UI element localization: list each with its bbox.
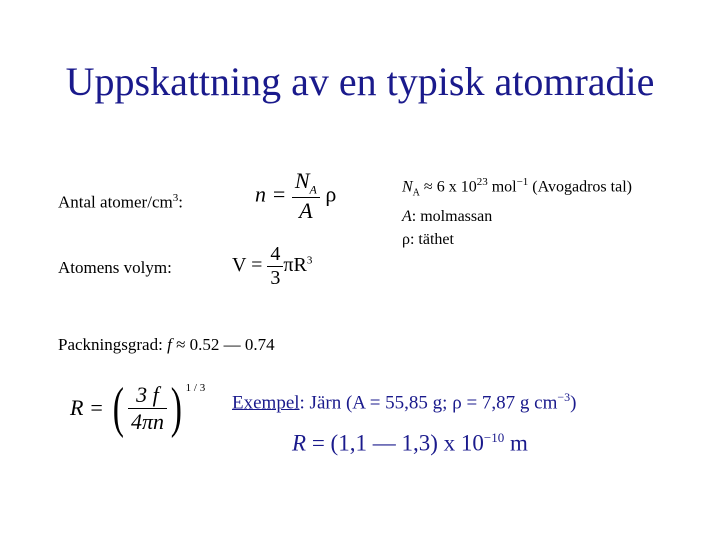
exempel-text: : Järn (A = 55,85 g; ρ = 7,87 g cm bbox=[299, 392, 558, 414]
radius-formula bbox=[70, 377, 206, 439]
density-rho: ρ bbox=[325, 181, 337, 207]
pack-label: Packningsgrad: bbox=[58, 335, 163, 354]
antal-label-text: Antal atomer/cm bbox=[58, 192, 173, 212]
exempel-line bbox=[232, 390, 576, 414]
radius-paren-open: ( bbox=[113, 377, 125, 439]
slide-title: Uppskattning av en typisk atomradie bbox=[65, 59, 655, 104]
exempel-word: Exempel bbox=[232, 392, 300, 414]
volume-tail: πR bbox=[283, 254, 307, 277]
radius-lhs: R = bbox=[70, 395, 104, 420]
note-molmassa: A: molmassan bbox=[402, 207, 493, 225]
result-unit: m bbox=[504, 430, 528, 456]
result-R: R bbox=[292, 430, 307, 456]
volume-lhs: V = bbox=[232, 254, 263, 277]
result-line bbox=[292, 430, 528, 457]
radius-fraction bbox=[128, 382, 167, 435]
exempel-close: ) bbox=[570, 392, 577, 414]
antal-label bbox=[58, 192, 183, 213]
antal-label-colon: : bbox=[178, 192, 183, 212]
radius-num: 3 f bbox=[128, 382, 167, 409]
density-formula bbox=[255, 168, 336, 224]
density-den: A bbox=[299, 198, 313, 224]
exempel-exp: −3 bbox=[557, 390, 571, 404]
radius-exp: 1 / 3 bbox=[185, 382, 206, 394]
radius-paren-close: ) bbox=[170, 377, 182, 439]
antal-label-exp: 3 bbox=[172, 192, 179, 204]
volume-num: 4 bbox=[267, 243, 283, 267]
pack-value: ≈ 0.52 — 0.74 bbox=[171, 335, 275, 354]
pack-f: f bbox=[167, 335, 172, 354]
density-num-N: N bbox=[294, 168, 310, 193]
density-fraction bbox=[292, 168, 320, 224]
note-tathet: ρ: täthet bbox=[402, 230, 454, 248]
pack-line bbox=[58, 335, 275, 355]
density-num-sub: A bbox=[309, 182, 317, 197]
radius-den: 4πn bbox=[130, 408, 164, 434]
volume-formula bbox=[232, 243, 312, 290]
note-avogadro: $N_A \approx 6$ x $10^{23}$ mol$^{-1}$ (Avogadros tal) bbox=[402, 176, 632, 199]
volume-den: 3 bbox=[270, 267, 281, 289]
volume-fraction bbox=[267, 243, 283, 290]
notes-block bbox=[402, 171, 632, 251]
volume-exp: 3 bbox=[306, 254, 313, 267]
result-text: = (1,1 — 1,3) x 10 bbox=[306, 430, 484, 456]
volym-label: Atomens volym: bbox=[58, 258, 172, 277]
density-formula-lhs: n = bbox=[255, 181, 287, 207]
result-exp: −10 bbox=[483, 430, 505, 445]
